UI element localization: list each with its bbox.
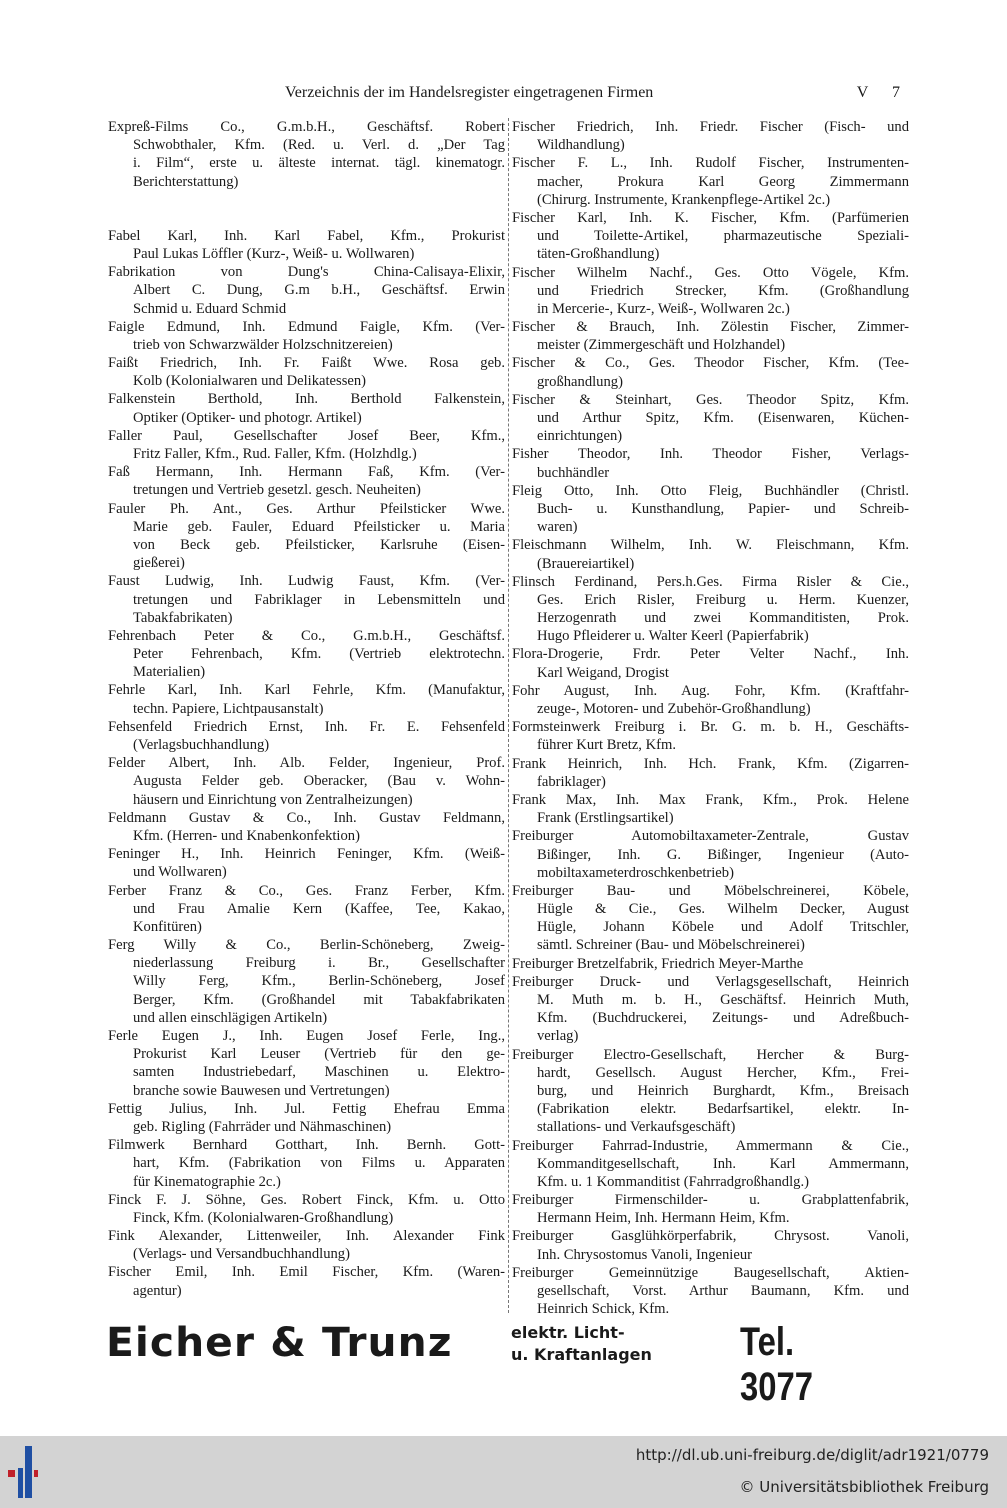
directory-entry bbox=[108, 1227, 505, 1263]
directory-entry bbox=[512, 718, 909, 754]
directory-entry bbox=[108, 1136, 505, 1191]
directory-entry bbox=[108, 627, 505, 682]
entry-continuation-line: Berger, Kfm. (Großhandel mit Tabakfabrikaten bbox=[133, 991, 505, 1008]
directory-entry bbox=[512, 573, 909, 646]
entry-first-line: Freiburger Druck- und Verlagsgesellschaft, Heinrich bbox=[512, 973, 909, 990]
entry-continuation-line: gießerei) bbox=[133, 555, 185, 572]
directory-entry bbox=[512, 445, 909, 481]
entry-first-line: Ferle Eugen J., Inh. Eugen Josef Ferle, Ing., bbox=[108, 1028, 505, 1044]
entry-first-line: Felder Albert, Inh. Alb. Felder, Ingenieur, Prof. bbox=[108, 755, 505, 772]
entry-continuation-line: stallations- und Verkaufsgeschäft) bbox=[537, 1119, 736, 1136]
entry-continuation-line: trieb von Schwarzwälder Holzschnitzereien) bbox=[133, 336, 393, 353]
directory-entry bbox=[512, 536, 909, 572]
entry-first-line: Fehrenbach Peter & Co., G.m.b.H., Geschäftsf. bbox=[108, 627, 505, 644]
directory-entry bbox=[512, 154, 909, 209]
directory-entry bbox=[512, 1046, 909, 1137]
entry-continuation-line: Tabakfabrikaten) bbox=[133, 609, 233, 626]
entry-continuation-line: Materialien) bbox=[133, 664, 206, 681]
directory-entry bbox=[512, 827, 909, 882]
directory-entry bbox=[512, 1191, 909, 1227]
directory-entry bbox=[108, 1027, 505, 1100]
directory-entry bbox=[512, 1227, 909, 1263]
directory-entry bbox=[512, 118, 909, 154]
directory-entry bbox=[108, 263, 505, 318]
entry-first-line: Freiburger Bretzelfabrik, Friedrich Meyer-Marthe bbox=[512, 955, 804, 972]
directory-entry bbox=[512, 882, 909, 955]
entry-continuation-line: und allen einschlägigen Artikeln) bbox=[133, 1009, 328, 1026]
entry-continuation-line: verlag) bbox=[537, 1028, 579, 1045]
ad-line-1: elektr. Licht- bbox=[511, 1323, 625, 1342]
entry-continuation-line: Berichterstattung) bbox=[133, 173, 239, 190]
entry-first-line: Fabel Karl, Inh. Karl Fabel, Kfm., Prokurist bbox=[108, 227, 505, 244]
directory-entry bbox=[512, 264, 909, 319]
entry-first-line: Fischer Wilhelm Nachf., Ges. Otto Vögele, Kfm. bbox=[512, 264, 909, 281]
entry-continuation-line: Karl Weigand, Drogist bbox=[537, 664, 669, 681]
entry-first-line: Faigle Edmund, Inh. Edmund Faigle, Kfm. (Ver- bbox=[108, 318, 505, 335]
entry-continuation-line: Bißinger, Inh. G. Bißinger, Ingenieur (Auto- bbox=[537, 846, 909, 863]
entry-continuation-line: Buch- u. Kunsthandlung, Papier- und Schreib- bbox=[537, 500, 909, 517]
directory-entry bbox=[512, 391, 909, 446]
entry-first-line: Fisher Theodor, Inh. Theodor Fisher, Verlags- bbox=[512, 446, 909, 463]
directory-entry bbox=[512, 354, 909, 390]
directory-entry bbox=[108, 227, 505, 263]
copyright-text: © Universitätsbibliothek Freiburg bbox=[739, 1478, 989, 1496]
directory-entry bbox=[108, 754, 505, 809]
entry-continuation-line: samten Industriebedarf, Maschinen u. Elektro- bbox=[133, 1064, 505, 1081]
entry-first-line: Fabrikation von Dung's China-Calisaya-Elixir, bbox=[108, 264, 505, 281]
footer-bar bbox=[0, 1436, 1007, 1508]
directory-entry bbox=[108, 118, 505, 191]
entry-first-line: Feldmann Gustav & Co., Inh. Gustav Feldmann, bbox=[108, 809, 505, 826]
entry-first-line: Finck F. J. Söhne, Ges. Robert Finck, Kfm. u. Otto bbox=[108, 1191, 505, 1208]
entry-first-line: Fischer Friedrich, Inh. Friedr. Fischer (Fisch- und bbox=[512, 119, 909, 135]
entry-continuation-line: (Fabrikation elektr. Bedarfsartikel, elektr. In- bbox=[537, 1101, 909, 1118]
entry-continuation-line: und Arthur Spitz, Kfm. (Eisenwaren, Küchen- bbox=[537, 410, 909, 426]
entry-first-line: Freiburger Firmenschilder- u. Grabplattenfabrik, bbox=[512, 1192, 909, 1209]
entry-continuation-line: für Kinematographie 2c.) bbox=[133, 1173, 281, 1190]
directory-entry bbox=[108, 318, 505, 354]
entry-continuation-line: in Mercerie-, Kurz-, Weiß-, Wollwaren 2c.) bbox=[537, 300, 790, 317]
entry-first-line: Faust Ludwig, Inh. Ludwig Faust, Kfm. (Ver- bbox=[108, 573, 505, 590]
entry-continuation-line: Hermann Heim, Inh. Hermann Heim, Kfm. bbox=[537, 1210, 790, 1227]
entry-continuation-line: Fritz Faller, Kfm., Rud. Faller, Kfm. (Holzhdlg.) bbox=[133, 446, 417, 462]
entry-first-line: Fleig Otto, Inh. Otto Fleig, Buchhändler (Christl. bbox=[512, 482, 909, 499]
entry-continuation-line: großhandlung) bbox=[537, 373, 623, 390]
entry-first-line: Fischer F. L., Inh. Rudolf Fischer, Instrumenten- bbox=[512, 155, 909, 172]
entry-continuation-line: mobiltaxameterdroschkenbetrieb) bbox=[537, 864, 734, 881]
entry-first-line: Fehsenfeld Friedrich Ernst, Inh. Fr. E. Fehsenfeld bbox=[108, 718, 505, 735]
entry-continuation-line: branche sowie Bauwesen und Vertretungen) bbox=[133, 1082, 390, 1099]
entry-continuation-line: tretungen und Vertrieb gesetzl. gesch. Neuheiten) bbox=[133, 482, 421, 499]
directory-entry bbox=[512, 973, 909, 1046]
directory-entry bbox=[108, 845, 505, 881]
entry-continuation-line: Paul Lukas Löffler (Kurz-, Weiß- u. Wollwaren) bbox=[133, 245, 415, 262]
column-divider bbox=[508, 118, 509, 1313]
entry-first-line: Fehrle Karl, Inh. Karl Fehrle, Kfm. (Manufaktur, bbox=[108, 682, 505, 699]
directory-entry bbox=[512, 955, 909, 973]
entry-continuation-line: burg, und Heinrich Burghardt, Kfm., Breisach bbox=[537, 1082, 909, 1099]
directory-entry bbox=[108, 681, 505, 717]
entry-continuation-line: buchhändler bbox=[537, 464, 610, 481]
entry-continuation-line: Heinrich Schick, Kfm. bbox=[537, 1301, 670, 1318]
directory-entry bbox=[108, 572, 505, 627]
entry-first-line: Formsteinwerk Freiburg i. Br. G. m. b. H., Geschäfts- bbox=[512, 719, 909, 736]
entry-first-line: Frank Max, Inh. Max Frank, Kfm., Prok. Helene bbox=[512, 791, 909, 808]
entry-continuation-line: (Brauereiartikel) bbox=[537, 555, 635, 572]
directory-entry bbox=[108, 354, 505, 390]
entry-first-line: Freiburger Fahrrad-Industrie, Ammermann & Cie., bbox=[512, 1137, 909, 1154]
entry-continuation-line: Schwobthaler, Kfm. (Red. u. Verl. d. „Der Tag bbox=[133, 137, 505, 154]
entry-continuation-line: Herzogenrath und zwei Kommanditisten, Prok. bbox=[537, 610, 909, 627]
entry-continuation-line: Hügle, Johann Köbele und Adolf Tritschler, bbox=[537, 919, 909, 936]
entry-continuation-line: tretungen und Fabriklager in Lebensmitteln und bbox=[133, 591, 505, 608]
entry-continuation-line: Kfm. (Buchdruckerei, Zeitungs- und Adreßbuch- bbox=[537, 1010, 909, 1027]
entry-continuation-line: Albert C. Dung, G.m b.H., Geschäftsf. Erwin bbox=[133, 282, 505, 299]
entry-first-line: Frank Heinrich, Inh. Hch. Frank, Kfm. (Zigarren- bbox=[512, 755, 909, 772]
entry-first-line: Fischer & Co., Ges. Theodor Fischer, Kfm. (Tee- bbox=[512, 355, 909, 372]
entry-first-line: Ferg Willy & Co., Berlin-Schöneberg, Zweig- bbox=[108, 937, 505, 954]
entry-first-line: Falkenstein Berthold, Inh. Berthold Falkenstein, bbox=[108, 391, 505, 408]
directory-entry bbox=[512, 482, 909, 537]
entry-continuation-line: führer Kurt Bretz, Kfm. bbox=[537, 737, 676, 754]
ad-phone: Tel. 3077 bbox=[740, 1320, 813, 1409]
entry-continuation-line: fabriklager) bbox=[537, 773, 606, 790]
advertisement bbox=[106, 1318, 906, 1409]
ad-company-name: Eicher & Trunz bbox=[106, 1320, 453, 1366]
entry-continuation-line: Schmid u. Eduard Schmid bbox=[133, 300, 287, 317]
directory-entry bbox=[512, 791, 909, 827]
entry-first-line: Fettig Julius, Inh. Jul. Fettig Ehefrau Emma bbox=[108, 1100, 505, 1117]
entry-first-line: Freiburger Gasglühkörperfabrik, Chrysost. Vanoli, bbox=[512, 1228, 909, 1245]
entry-continuation-line: von Beck geb. Pfeilsticker, Karlsruhe (Eisen- bbox=[133, 536, 505, 553]
entry-continuation-line: und Toilette-Artikel, pharmazeutische Speziali- bbox=[537, 228, 909, 245]
entry-first-line: Fischer Karl, Inh. K. Fischer, Kfm. (Parfümerien bbox=[512, 209, 909, 226]
directory-entry bbox=[108, 500, 505, 573]
entry-continuation-line: hart, Kfm. (Fabrikation von Films u. Apparaten bbox=[133, 1155, 505, 1172]
directory-entry bbox=[108, 1191, 505, 1227]
directory-entry bbox=[108, 1100, 505, 1136]
directory-entry bbox=[512, 209, 909, 264]
directory-entry bbox=[108, 390, 505, 426]
entry-first-line: Freiburger Electro-Gesellschaft, Hercher & Burg- bbox=[512, 1046, 909, 1063]
page-number: V 7 bbox=[856, 84, 910, 101]
entry-first-line: Ferber Franz & Co., Ges. Franz Ferber, Kfm. bbox=[108, 882, 505, 899]
entry-continuation-line: Inh. Chrysostomus Vanoli, Ingenieur bbox=[537, 1246, 752, 1263]
directory-entry bbox=[108, 1263, 505, 1299]
entry-first-line: Faißt Friedrich, Inh. Fr. Faißt Wwe. Rosa geb. bbox=[108, 355, 505, 372]
directory-entry bbox=[108, 882, 505, 937]
entry-continuation-line: Hugo Pfleiderer u. Walter Keerl (Papierfabrik) bbox=[537, 628, 809, 645]
page-title: Verzeichnis der im Handelsregister eingetragenen Firmen bbox=[285, 84, 654, 101]
entry-continuation-line: hardt, Gesellsch. August Hercher, Kfm., Frei- bbox=[537, 1064, 909, 1081]
ad-line-2: u. Kraftanlagen bbox=[511, 1345, 652, 1364]
entry-continuation-line: i. Film“, erste u. älteste internat. tägl. kinematogr. bbox=[133, 155, 505, 172]
entry-continuation-line: Prokurist Karl Leuser (Vertrieb für den ge- bbox=[133, 1046, 505, 1063]
entry-first-line: Fischer Emil, Inh. Emil Fischer, Kfm. (Waren- bbox=[108, 1264, 505, 1281]
entry-continuation-line: Kommanditgesellschaft, Inh. Karl Ammermann, bbox=[537, 1155, 909, 1172]
directory-entry bbox=[108, 718, 505, 754]
entry-continuation-line: Wildhandlung) bbox=[537, 137, 625, 154]
entry-continuation-line: techn. Papiere, Lichtpausanstalt) bbox=[133, 700, 324, 717]
entry-continuation-line: Konfitüren) bbox=[133, 918, 202, 935]
entry-continuation-line: und Wollwaren) bbox=[133, 864, 227, 881]
entry-continuation-line: und Friedrich Strecker, Kfm. (Großhandlung bbox=[537, 282, 909, 299]
entry-continuation-line: macher, Prokura Karl Georg Zimmermann bbox=[537, 173, 909, 190]
entry-first-line: Filmwerk Bernhard Gotthart, Inh. Bernh. Gott- bbox=[108, 1137, 505, 1154]
source-url-link[interactable]: http://dl.ub.uni-freiburg.de/diglit/adr1921/0779 bbox=[635, 1446, 989, 1464]
directory-entry bbox=[512, 1137, 909, 1192]
entry-first-line: Flinsch Ferdinand, Pers.h.Ges. Firma Risler & Cie., bbox=[512, 573, 909, 590]
right-column bbox=[512, 118, 909, 1318]
entry-first-line: Freiburger Bau- und Möbelschreinerei, Köbele, bbox=[512, 882, 909, 899]
entry-first-line: Faller Paul, Gesellschafter Josef Beer, Kfm., bbox=[108, 427, 505, 444]
entry-continuation-line: Marie geb. Fauler, Eduard Pfeilsticker u. Maria bbox=[133, 518, 505, 535]
entry-continuation-line: Peter Fehrenbach, Kfm. (Vertrieb elektrotechn. bbox=[133, 646, 505, 663]
entry-continuation-line: Kfm. u. 1 Kommanditist (Fahrradgroßhandlg.) bbox=[537, 1173, 809, 1190]
running-header bbox=[285, 84, 910, 106]
entry-continuation-line: agentur) bbox=[133, 1282, 182, 1299]
entry-continuation-line: Augusta Felder geb. Oberacker, (Bau v. Wohn- bbox=[133, 773, 505, 790]
entry-first-line: Expreß-Films Co., G.m.b.H., Geschäftsf. Robert bbox=[108, 119, 505, 135]
entry-first-line: Freiburger Gemeinnützige Baugesellschaft, Aktien- bbox=[512, 1264, 909, 1281]
entry-continuation-line: (Chirurg. Instrumente, Krankenpflege-Artikel 2c.) bbox=[537, 191, 831, 208]
entry-continuation-line: (Verlagsbuchhandlung) bbox=[133, 737, 270, 753]
entry-continuation-line: einrichtungen) bbox=[537, 428, 623, 445]
entry-continuation-line: Kfm. (Herren- und Knabenkonfektion) bbox=[133, 827, 360, 844]
entry-continuation-line: M. Muth m. b. H., Geschäftsf. Heinrich Muth, bbox=[537, 992, 909, 1008]
entry-first-line: Faß Hermann, Inh. Hermann Faß, Kfm. (Ver- bbox=[108, 464, 505, 481]
entry-continuation-line: Ges. Erich Risler, Freiburg u. Herm. Kuenzer, bbox=[537, 591, 909, 608]
entry-continuation-line: und Frau Amalie Kern (Kaffee, Tee, Kakao, bbox=[133, 900, 505, 917]
entry-continuation-line: häusern und Einrichtung von Zentralheizungen) bbox=[133, 791, 413, 808]
entry-first-line: Fohr August, Inh. Aug. Fohr, Kfm. (Kraftfahr- bbox=[512, 682, 909, 699]
entry-continuation-line: gesellschaft, Vorst. Arthur Baumann, Kfm. und bbox=[537, 1283, 909, 1299]
entry-first-line: Fischer & Brauch, Inh. Zölestin Fischer, Zimmer- bbox=[512, 319, 909, 336]
entry-continuation-line: geb. Rigling (Fahrräder und Nähmaschinen) bbox=[133, 1118, 392, 1135]
spacer bbox=[108, 191, 505, 227]
entry-first-line: Flora-Drogerie, Frdr. Peter Velter Nachf., Inh. bbox=[512, 646, 909, 663]
entry-continuation-line: (Verlags- und Versandbuchhandlung) bbox=[133, 1246, 350, 1263]
directory-entry bbox=[512, 318, 909, 354]
entry-continuation-line: Willy Ferg, Kfm., Berlin-Schöneberg, Josef bbox=[133, 973, 505, 990]
entry-continuation-line: sämtl. Schreiner (Bau- und Möbelschreinerei) bbox=[537, 937, 805, 954]
directory-entry bbox=[512, 645, 909, 681]
entry-first-line: Fink Alexander, Littenweiler, Inh. Alexander Fink bbox=[108, 1228, 505, 1245]
entry-first-line: Fauler Ph. Ant., Ges. Arthur Pfeilsticker Wwe. bbox=[108, 500, 505, 517]
entry-continuation-line: meister (Zimmergeschäft und Holzhandel) bbox=[537, 337, 786, 354]
directory-entry bbox=[108, 427, 505, 463]
library-logo-icon bbox=[8, 1446, 38, 1498]
entry-first-line: Fleischmann Wilhelm, Inh. W. Fleischmann, Kfm. bbox=[512, 537, 909, 554]
entry-first-line: Freiburger Automobiltaxameter-Zentrale, Gustav bbox=[512, 828, 909, 845]
entry-first-line: Fischer & Steinhart, Ges. Theodor Spitz, Kfm. bbox=[512, 391, 909, 408]
entry-continuation-line: zeuge-, Motoren- und Zubehör-Großhandlung) bbox=[537, 701, 811, 717]
entry-continuation-line: Optiker (Optiker- und photogr. Artikel) bbox=[133, 409, 362, 426]
left-column bbox=[108, 118, 505, 1300]
ad-description bbox=[511, 1322, 652, 1366]
entry-continuation-line: täten-Großhandlung) bbox=[537, 246, 660, 263]
entry-continuation-line: waren) bbox=[537, 519, 578, 536]
entry-continuation-line: niederlassung Freiburg i. Br., Gesellschafter bbox=[133, 955, 505, 972]
entry-continuation-line: Hügle & Cie., Ges. Wilhelm Decker, August bbox=[537, 901, 909, 918]
directory-entry bbox=[108, 936, 505, 1027]
entry-continuation-line: Frank (Erstlingsartikel) bbox=[537, 810, 674, 827]
directory-entry bbox=[512, 682, 909, 718]
directory-entry bbox=[512, 1264, 909, 1319]
directory-entry bbox=[108, 809, 505, 845]
directory-entry bbox=[512, 755, 909, 791]
entry-continuation-line: Finck, Kfm. (Kolonialwaren-Großhandlung) bbox=[133, 1209, 394, 1226]
directory-entry bbox=[108, 463, 505, 499]
entry-continuation-line: Kolb (Kolonialwaren und Delikatessen) bbox=[133, 373, 367, 390]
entry-first-line: Feninger H., Inh. Heinrich Feninger, Kfm. (Weiß- bbox=[108, 846, 505, 863]
